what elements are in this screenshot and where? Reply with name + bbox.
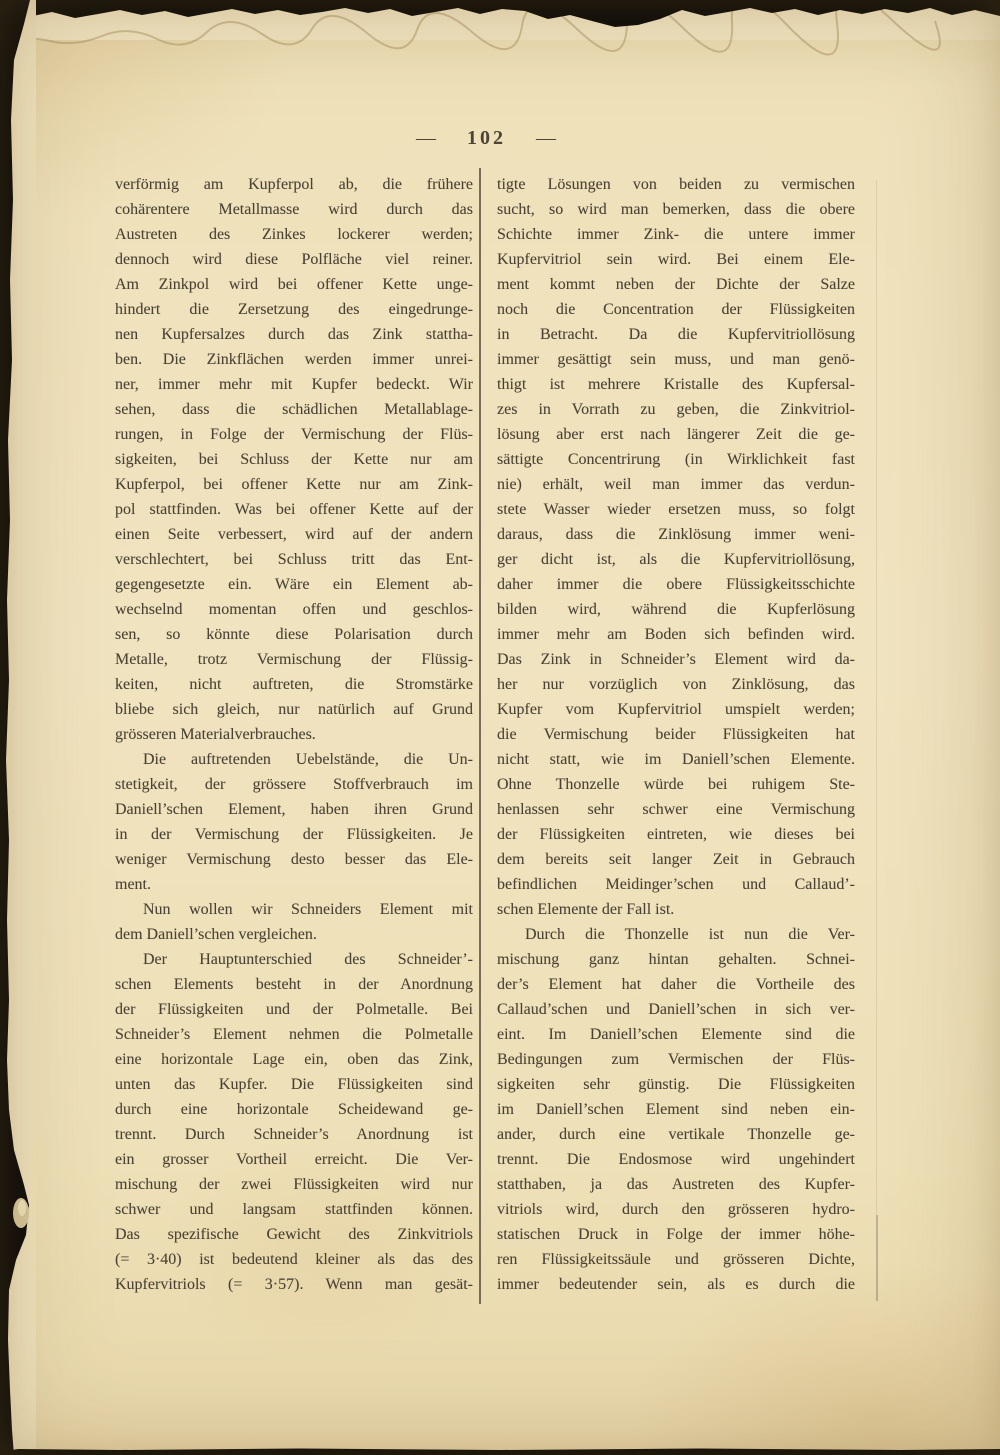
text-line: Kupfervitriol sein wird. Bei einem Ele- <box>497 251 855 268</box>
text-line: dem bereits seit langer Zeit in Gebrauch <box>497 851 855 868</box>
text-line: lösung aber erst nach längerer Zeit die ge- <box>497 426 855 443</box>
text-line: sigkeiten sehr günstig. Die Flüssigkeiten <box>497 1076 855 1093</box>
deckle-shadow-line <box>0 0 940 55</box>
text-line: hindert die Zersetzung des eingedrunge- <box>115 301 473 318</box>
text-line: mischung ganz hintan gehalten. Schnei- <box>497 951 855 968</box>
text-line: Am Zinkpol wird bei offener Kette unge- <box>115 276 473 293</box>
text-line: immer gesättigt sein muss, und man genö- <box>497 351 855 368</box>
text-line: Daniell’schen Element, haben ihren Grund <box>115 801 473 818</box>
text-line: ein grosser Vortheil erreicht. Die Ver- <box>115 1151 473 1168</box>
text-line: ren Flüssigkeitssäule und grösseren Dichte, <box>497 1251 855 1268</box>
text-line: nicht statt, wie im Daniell’schen Elemente. <box>497 751 855 768</box>
header-dash-right: — <box>536 127 557 149</box>
text-line: grösseren Materialverbrauches. <box>115 726 316 743</box>
text-line: ner, immer mehr mit Kupfer bedeckt. Wir <box>115 376 473 393</box>
text-line: sättigte Concentrirung (in Wirklichkeit fast <box>497 451 855 468</box>
black-band-top <box>0 0 1000 27</box>
text-line: Kupfer vom Kupfervitriol umspielt werden; <box>497 701 855 718</box>
text-line: henlassen sehr schwer eine Vermischung <box>497 801 855 818</box>
deckle-strip-top <box>0 6 1000 40</box>
text-line: Der Hauptunterschied des Schneider’- <box>143 951 473 968</box>
text-line: schwer und langsam stattfinden können. <box>115 1201 473 1218</box>
text-line: verschlechtert, bei Schluss tritt das Ent- <box>115 551 473 568</box>
text-line: statthaben, ja das Austreten des Kupfer- <box>497 1176 855 1193</box>
text-line: statischen Druck in Folge der immer höhe- <box>497 1226 855 1243</box>
text-line: Das spezifische Gewicht des Zinkvitriols <box>115 1226 473 1243</box>
text-line: im Daniell’schen Element sind neben ein- <box>497 1101 855 1118</box>
text-line: her nur vorzüglich von Zinklösung, das <box>497 676 855 693</box>
text-line: thigt ist mehrere Kristalle des Kupfersal- <box>497 376 855 393</box>
text-line: der Flüssigkeiten und der Polmetalle. Bei <box>115 1001 473 1018</box>
bleed-through-line <box>876 180 877 1215</box>
text-line: stetigkeit, der grössere Stoffverbrauch im <box>115 776 473 793</box>
text-line: die Vermischung beider Flüssigkeiten hat <box>497 726 855 743</box>
text-line: sen, so könnte diese Polarisation durch <box>115 626 473 643</box>
text-line: schen Elemente der Fall ist. <box>497 901 675 918</box>
text-line: weniger Vermischung desto besser das Ele- <box>115 851 473 868</box>
text-line: ment kommt neben der Dichte der Salze <box>497 276 855 293</box>
text-line: befindlichen Meidinger’schen und Callaud’- <box>497 876 855 893</box>
text-line: Austreten des Zinkes lockerer werden; <box>115 226 473 243</box>
paper-flap-highlight <box>18 1200 26 1216</box>
text-line: Bedingungen zum Vermischen der Flüs- <box>497 1051 855 1068</box>
text-line: Ohne Thonzelle würde bei ruhigem Ste- <box>497 776 855 793</box>
column-divider-rule <box>479 168 481 1304</box>
text-line: der Flüssigkeiten eintreten, wie dieses bei <box>497 826 855 843</box>
text-line: eine horizontale Lage ein, oben das Zink, <box>115 1051 473 1068</box>
text-line: sehen, dass die schädlichen Metallablage- <box>115 401 473 418</box>
text-line: Kupferpol, bei offener Kette nur am Zink- <box>115 476 473 493</box>
text-line: sigkeiten, bei Schluss der Kette nur am <box>115 451 473 468</box>
text-line: daraus, dass die Zinklösung immer weni- <box>497 526 855 543</box>
deckle-strip-left <box>0 0 36 1455</box>
text-line: sucht, so wird man bemerken, dass die obere <box>497 201 855 218</box>
page-header <box>115 127 858 150</box>
text-line: ben. Die Zinkflächen werden immer unrei- <box>115 351 473 368</box>
page-number: 102 <box>467 127 506 149</box>
header-dash-left: — <box>416 127 437 149</box>
text-line: noch die Concentration der Flüssigkeiten <box>497 301 855 318</box>
text-line: mischung der zwei Flüssigkeiten wird nur <box>115 1176 473 1193</box>
right-text-column <box>497 172 855 1297</box>
bleed-through-line-bottom <box>876 1215 878 1301</box>
text-line: eint. Im Daniell’schen Elemente sind die <box>497 1026 855 1043</box>
text-line: tigte Lösungen von beiden zu vermischen <box>497 176 855 193</box>
text-line: Die auftretenden Uebelstände, die Un- <box>143 751 473 768</box>
text-line: durch eine horizontale Scheidewand ge- <box>115 1101 473 1118</box>
text-line: gegengesetzte ein. Wäre ein Element ab- <box>115 576 473 593</box>
text-line: nie) erhält, weil man immer das verdun- <box>497 476 855 493</box>
text-line: zes in Vorrath zu geben, die Zinkvitriol- <box>497 401 855 418</box>
text-line: Metalle, trotz Vermischung der Flüssig- <box>115 651 473 668</box>
text-line: in Betracht. Da die Kupfervitriollösung <box>497 326 855 343</box>
black-band-left <box>0 0 30 1455</box>
text-line: schen Elements besteht in der Anordnung <box>115 976 473 993</box>
torn-edge-bottom <box>0 1443 1000 1455</box>
text-line: pol stattfinden. Was bei offener Kette auf der <box>115 501 473 518</box>
text-line: der’s Element hat daher die Vortheile des <box>497 976 855 993</box>
text-line: Schneider’s Element nehmen die Polmetalle <box>115 1026 473 1043</box>
torn-edge-left <box>0 0 46 1455</box>
text-line: einen Seite verbessert, wird auf der andern <box>115 526 473 543</box>
text-line: ander, durch eine vertikale Thonzelle ge- <box>497 1126 855 1143</box>
text-line: unten das Kupfer. Die Flüssigkeiten sind <box>115 1076 473 1093</box>
left-text-column <box>115 172 473 1297</box>
text-line: Schichte immer Zink- die untere immer <box>497 226 855 243</box>
text-line: rungen, in Folge der Vermischung der Flüs- <box>115 426 473 443</box>
text-line: bliebe sich gleich, nur natürlich auf Grund <box>115 701 473 718</box>
text-line: daher immer die obere Flüssigkeitsschichte <box>497 576 855 593</box>
text-line: ment. <box>115 876 151 893</box>
text-line: Kupfervitriols (= 3·57). Wenn man gesät- <box>115 1276 473 1293</box>
text-line: Callaud’schen und Daniell’schen in sich ver- <box>497 1001 855 1018</box>
text-line: stete Wasser wieder ersetzen muss, so folgt <box>497 501 855 518</box>
text-line: vitriols wird, durch den grösseren hydro- <box>497 1201 855 1218</box>
text-line: cohärentere Metallmasse wird durch das <box>115 201 473 218</box>
text-line: ger dicht ist, als die Kupfervitriollösung, <box>497 551 855 568</box>
text-line: (= 3·40) ist bedeutend kleiner als das des <box>115 1251 473 1268</box>
text-line: Das Zink in Schneider’s Element wird da- <box>497 651 855 668</box>
text-line: trennt. Die Endosmose wird ungehindert <box>497 1151 855 1168</box>
text-line: bilden wird, während die Kupferlösung <box>497 601 855 618</box>
text-line: verförmig am Kupferpol ab, die frühere <box>115 176 473 193</box>
text-line: wechselnd momentan offen und geschlos- <box>115 601 473 618</box>
text-line: dem Daniell’schen vergleichen. <box>115 926 317 943</box>
text-line: keiten, nicht auftreten, die Stromstärke <box>115 676 473 693</box>
text-line: Durch die Thonzelle ist nun die Ver- <box>525 926 855 943</box>
text-line: Nun wollen wir Schneiders Element mit <box>143 901 473 918</box>
text-line: in der Vermischung der Flüssigkeiten. Je <box>115 826 473 843</box>
text-line: immer mehr am Boden sich befinden wird. <box>497 626 855 643</box>
text-line: immer bedeutender sein, als es durch die <box>497 1276 855 1293</box>
torn-edge-top <box>0 0 1000 60</box>
text-line: nen Kupfersalzes durch das Zink stattha- <box>115 326 473 343</box>
paper-flap <box>13 1198 29 1228</box>
black-band-bottom <box>0 1449 1000 1455</box>
text-line: trennt. Durch Schneider’s Anordnung ist <box>115 1126 473 1143</box>
text-line: dennoch wird diese Polfläche viel reiner. <box>115 251 473 268</box>
